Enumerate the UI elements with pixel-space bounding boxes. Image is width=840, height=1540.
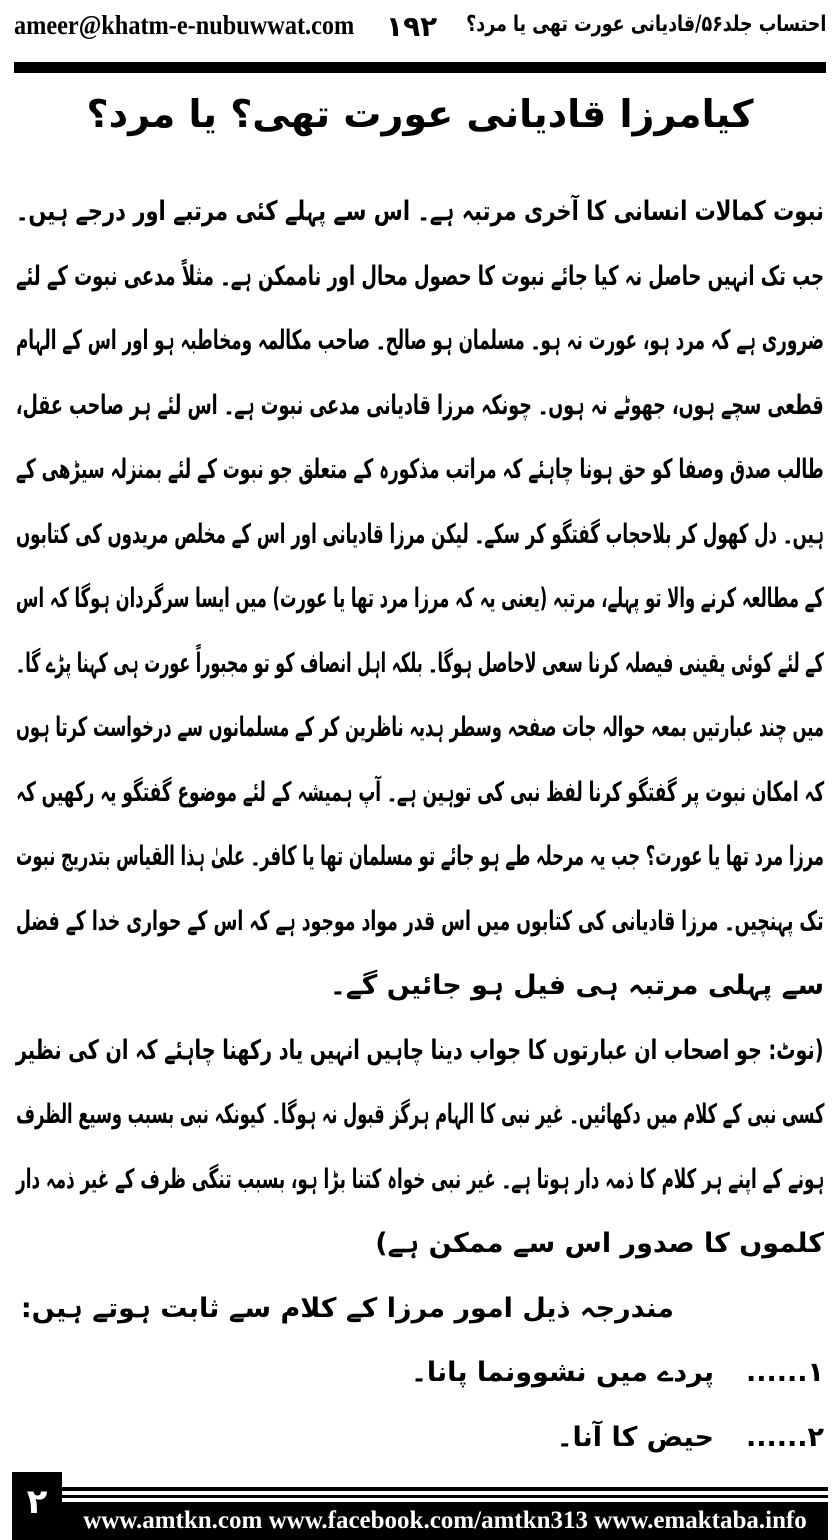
list-item bbox=[16, 1341, 824, 1406]
text-line-text: تک پہنچیں۔ مرزا قادیانی کی کتابوں میں اس قدر مواد موجود ہے کہ اس کے حواری خدا کے فضل bbox=[16, 905, 824, 937]
body-text bbox=[16, 180, 824, 1470]
text-line bbox=[16, 245, 824, 310]
page-title: کیامرزا قادیانی عورت تھی؟ یا مرد؟ bbox=[86, 92, 754, 136]
note-line-text: (نوٹ: جو اصحاب ان عبارتوں کا جواب دینا چاہیں انہیں یاد رکھنا چاہئے کہ ان کی نظیر bbox=[16, 1034, 824, 1066]
list-item-text: حیض کا آنا۔ bbox=[556, 1421, 714, 1453]
text-line-text: طالب صدق وصفا کو حق ہونا چاہئے کہ مراتب مذکورہ کے متعلق جو نبوت کے لئے بمنزلہ سیڑھی کے bbox=[16, 454, 824, 485]
text-line-text: کہ امکان نبوت پر گفتگو کرنا لفظ نبی کی توہین ہے۔ آپ ہمیشہ کے لئے موضوع گفتگو یہ رکھیں کہ bbox=[15, 776, 824, 808]
list-item-text: پردے میں نشوونما پانا۔ bbox=[411, 1357, 714, 1388]
text-line bbox=[16, 632, 824, 697]
footer-page-number: ۲ bbox=[12, 1472, 62, 1540]
header-email: ameer@khatm-e-nubuwwat.com bbox=[14, 10, 355, 40]
header-rule bbox=[14, 62, 826, 73]
text-line-text: کے مطالعہ کرنے والا تو پہلے، مرتبہ (یعنی یہ کہ مرزا مرد تھا یا عورت) میں ایسا سرگردان ہوگا کہ اس bbox=[16, 583, 824, 614]
note-line bbox=[16, 1019, 824, 1084]
header-email-box bbox=[14, 10, 354, 41]
text-line bbox=[16, 309, 824, 374]
text-line bbox=[16, 954, 824, 1019]
text-line bbox=[16, 696, 824, 761]
header-running-title-box bbox=[466, 12, 826, 37]
text-line-text: کے لئے کوئی یقینی فیصلہ کرنا سعی لاحاصل ہوگا۔ بلکہ اہل انصاف کو تو مجبوراً عورت ہی کہنا پڑے گا۔ bbox=[16, 647, 824, 679]
text-line bbox=[16, 761, 824, 826]
text-line bbox=[16, 438, 824, 503]
page-header bbox=[14, 4, 826, 54]
footer-rule bbox=[62, 1495, 828, 1498]
note-line bbox=[16, 1083, 824, 1148]
note-line-text: کلموں کا صدور اس سے ممکن ہے) bbox=[375, 1228, 824, 1259]
list-item-content bbox=[411, 1341, 824, 1406]
note-line bbox=[16, 1148, 824, 1213]
note-line-text: کسی نبی کے کلام میں دکھائیں۔ غیر نبی کا الہام ہرگز قبول نہ ہوگا۔ کیونکہ نبی بسبب وسیع الظرف bbox=[15, 1099, 824, 1130]
list-item-number: ۱...... bbox=[745, 1357, 824, 1388]
footer-links-bar bbox=[62, 1502, 828, 1540]
list-intro-text: مندرجہ ذیل امور مرزا کے کلام سے ثابت ہوتے ہیں: bbox=[20, 1292, 674, 1324]
text-line-text: مرزا مرد تھا یا عورت؟ جب یہ مرحلہ طے ہو جائے تو مسلمان تھا یا کافر۔ علیٰ ہذا القیاس بتدریج نبوت bbox=[15, 841, 824, 872]
text-line-text: ضروری ہے کہ مرد ہو، عورت نہ ہو۔ مسلمان ہو صالح۔ صاحب مکالمہ ومخاطبہ ہو اور اس کے الہام bbox=[16, 325, 824, 356]
text-line bbox=[16, 374, 824, 439]
text-line-text: ہیں۔ دل کھول کر بلاحجاب گفتگو کر سکے۔ لیکن مرزا قادیانی اور اس کے مخلص مریدوں کی کتابوں bbox=[15, 518, 824, 550]
list-item-content bbox=[557, 1406, 824, 1471]
text-line-text: نبوت کمالات انسانی کا آخری مرتبہ ہے۔ اس سے پہلے کئی مرتبے اور درجے ہیں۔ bbox=[16, 196, 824, 227]
text-line-text: میں چند عبارتیں بمعہ حوالہ جات صفحہ وسطر ہدیہ ناظرین کر کے مسلمانوں سے درخواست کرتا ہوں bbox=[16, 712, 824, 743]
header-page-number: ۱۹۲ bbox=[386, 10, 438, 43]
text-line bbox=[16, 180, 824, 245]
header-running-title: احتساب جلد۵۶/قادیانی عورت تھی یا مرد؟ bbox=[465, 12, 826, 37]
text-line bbox=[16, 567, 824, 632]
text-line-text: جب تک انہیں حاصل نہ کیا جائے نبوت کا حصول محال اور ناممکن ہے۔ مثلاً مدعی نبوت کے لئے bbox=[15, 260, 824, 292]
page-title-box bbox=[40, 92, 800, 136]
list-item bbox=[16, 1406, 824, 1471]
list-item-number: ۲...... bbox=[745, 1421, 824, 1453]
text-line-text: قطعی سچے ہوں، جھوٹے نہ ہوں۔ چونکہ مرزا قادیانی مدعی نبوت ہے۔ اس لئے ہر صاحب عقل، bbox=[16, 389, 824, 421]
note-line-text: ہونے کے اپنے ہر کلام کا ذمہ دار ہوتا ہے۔ غیر نبی خواہ کتنا بڑا ہو، بسبب تنگی ظرف کے غیر ذمہ دار bbox=[15, 1163, 824, 1195]
note-line bbox=[16, 1212, 824, 1277]
text-line bbox=[16, 503, 824, 568]
text-line bbox=[16, 825, 824, 890]
footer-links: www.amtkn.com www.facebook.com/amtkn313 www.emaktaba.info bbox=[83, 1507, 807, 1534]
footer-rule bbox=[62, 1487, 828, 1491]
text-line-text: سے پہلی مرتبہ ہی فیل ہو جائیں گے۔ bbox=[329, 970, 824, 1001]
list-intro bbox=[16, 1277, 824, 1342]
text-line bbox=[16, 890, 824, 955]
